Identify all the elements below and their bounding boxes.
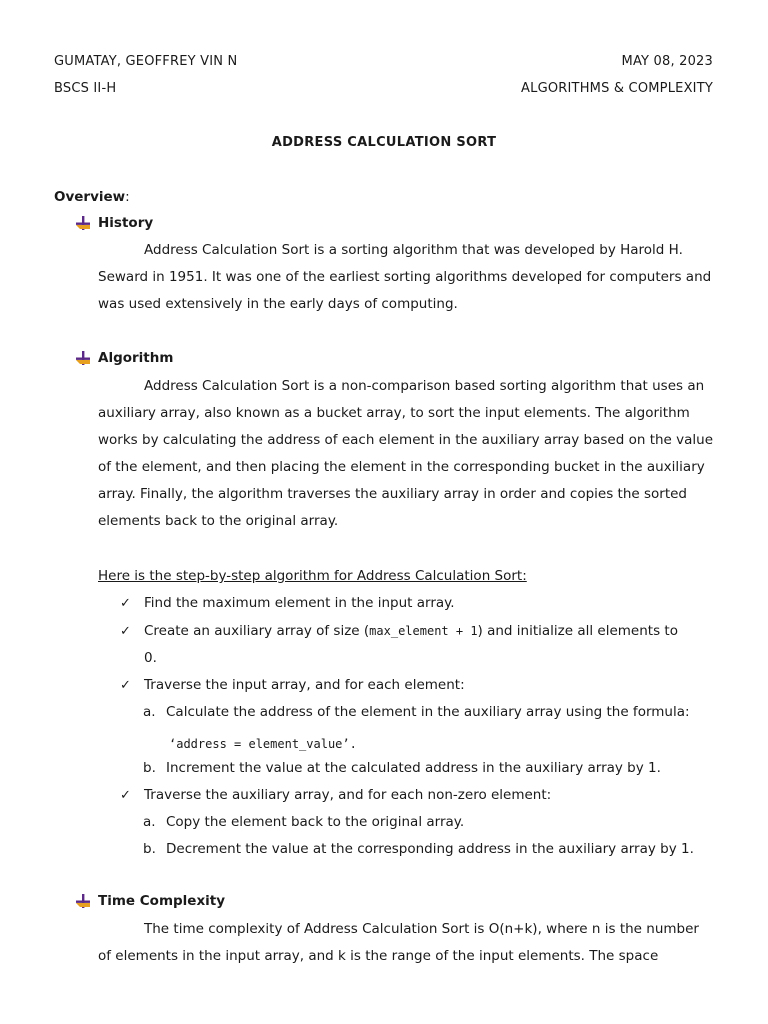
arrow-bullet-icon	[76, 894, 90, 908]
algorithm-heading-label: Algorithm	[98, 350, 174, 366]
overview-label: Overview	[54, 189, 126, 205]
history-heading	[76, 215, 153, 231]
check-icon: ✓	[120, 788, 131, 803]
step-2-code: max_element + 1	[369, 624, 478, 638]
time-complexity-line-1: The time complexity of Address Calculation Sort is O(n+k), where n is the number	[144, 921, 699, 937]
step-4	[120, 782, 714, 809]
algorithm-heading	[76, 350, 173, 366]
step-2-post: ) and initialize all elements to	[477, 623, 678, 639]
step-3a-letter: a.	[143, 704, 156, 720]
student-section: BSCS II-H	[54, 81, 117, 96]
check-icon: ✓	[120, 678, 131, 693]
history-line-1: Address Calculation Sort is a sorting algorithm that was developed by Harold H.	[144, 242, 683, 258]
algorithm-paragraph	[98, 373, 714, 535]
algorithm-line-3: works by calculating the address of each element in the auxiliary array based on the value	[98, 432, 714, 448]
step-4b-text: Decrement the value at the corresponding address in the auxiliary array by 1.	[166, 841, 694, 857]
document-date: MAY 08, 2023	[621, 54, 713, 69]
step-1	[120, 590, 714, 617]
step-4a	[143, 809, 714, 836]
step-4b-letter: b.	[143, 841, 156, 857]
step-2-cont-text: 0.	[144, 650, 157, 666]
step-3	[120, 672, 714, 699]
step-3a	[143, 699, 714, 726]
check-icon: ✓	[120, 596, 131, 611]
history-paragraph	[98, 237, 714, 318]
overview-heading	[54, 189, 130, 205]
step-2-pre: Create an auxiliary array of size (	[144, 623, 370, 639]
course-name: ALGORITHMS & COMPLEXITY	[521, 81, 713, 96]
address-formula: ‘address = element_value’.	[169, 737, 357, 751]
step-4a-text: Copy the element back to the original array.	[166, 814, 465, 830]
step-4a-letter: a.	[143, 814, 156, 830]
time-complexity-line-2: of elements in the input array, and k is the range of the input elements. The space	[98, 948, 659, 964]
step-2	[120, 618, 714, 645]
overview-colon: :	[125, 189, 130, 205]
steps-intro: Here is the step-by-step algorithm for Address Calculation Sort:	[98, 568, 527, 584]
history-line-2: Seward in 1951. It was one of the earliest sorting algorithms developed for computers and	[98, 269, 712, 285]
algorithm-line-6: elements back to the original array.	[98, 513, 339, 529]
algorithm-line-1: Address Calculation Sort is a non-comparison based sorting algorithm that uses an	[144, 378, 705, 394]
document-title: ADDRESS CALCULATION SORT	[271, 135, 497, 150]
step-3b-letter: b.	[143, 760, 156, 776]
step-2-continued	[120, 645, 714, 672]
step-3b-text: Increment the value at the calculated address in the auxiliary array by 1.	[166, 760, 661, 776]
time-complexity-paragraph	[98, 916, 714, 970]
algorithm-line-4: of the element, and then placing the element in the corresponding bucket in the auxiliary	[98, 459, 705, 475]
arrow-bullet-icon	[76, 351, 90, 365]
history-heading-label: History	[98, 215, 154, 231]
check-icon: ✓	[120, 624, 131, 639]
step-4-text: Traverse the auxiliary array, and for each non-zero element:	[144, 787, 552, 803]
step-2-text	[144, 618, 714, 645]
time-complexity-heading	[76, 893, 225, 909]
step-3-text: Traverse the input array, and for each element:	[144, 677, 465, 693]
time-complexity-heading-label: Time Complexity	[98, 893, 226, 909]
step-3a-text: Calculate the address of the element in the auxiliary array using the formula:	[166, 704, 690, 720]
step-4b	[143, 836, 714, 863]
header-row-2	[54, 81, 713, 96]
arrow-bullet-icon	[76, 216, 90, 230]
step-3b	[143, 755, 714, 782]
step-1-text: Find the maximum element in the input array.	[144, 595, 455, 611]
history-line-3: was used extensively in the early days of computing.	[98, 296, 458, 312]
algorithm-line-2: auxiliary array, also known as a bucket array, to sort the input elements. The algorithm	[98, 405, 690, 421]
header-row-1	[54, 54, 713, 69]
author-name: GUMATAY, GEOFFREY VIN N	[54, 54, 238, 69]
algorithm-line-5: array. Finally, the algorithm traverses the auxiliary array in order and copies the sorted	[98, 486, 687, 502]
